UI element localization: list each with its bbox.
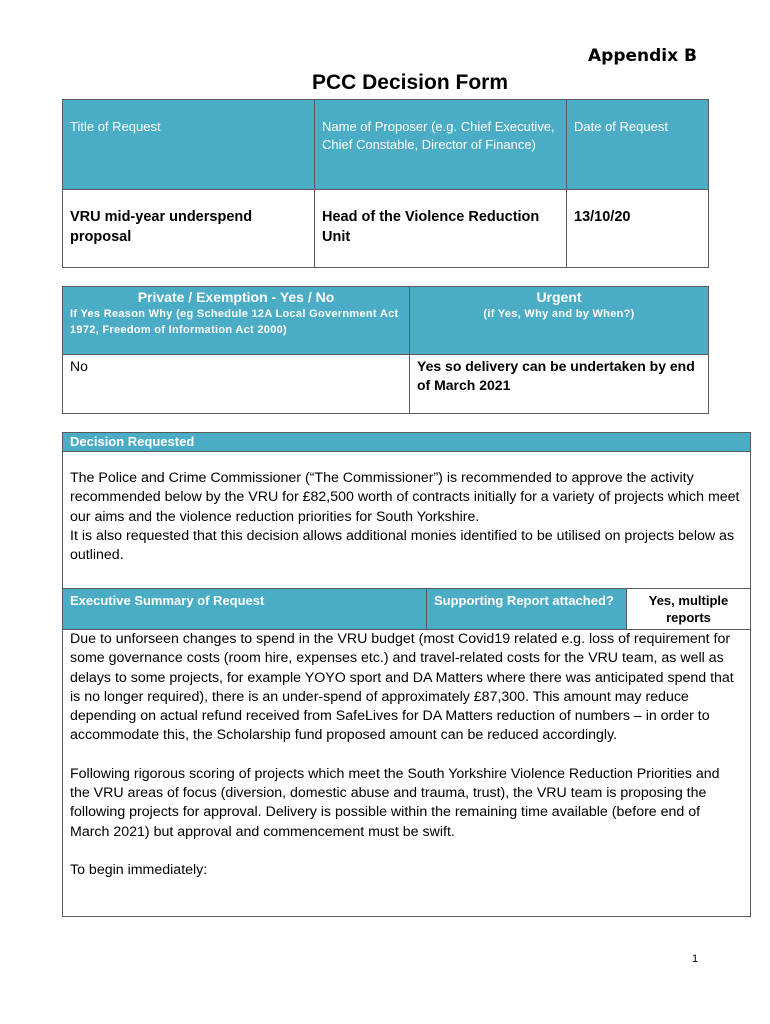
exemption-urgency-table bbox=[62, 286, 709, 414]
private-exemption-header: Private / Exemption - Yes / No bbox=[137, 289, 335, 305]
appendix-label: Appendix B bbox=[588, 46, 697, 66]
urgent-header: Urgent bbox=[536, 289, 582, 305]
summary-paragraph: To begin immediately: bbox=[70, 861, 208, 878]
private-exemption-header-cell bbox=[63, 287, 410, 355]
page-title: PCC Decision Form bbox=[311, 71, 509, 94]
supporting-report-label: Supporting Report attached? bbox=[427, 589, 627, 630]
supporting-report-value: Yes, multiple reports bbox=[627, 589, 751, 630]
urgent-header-cell bbox=[410, 287, 709, 355]
private-exemption-value: No bbox=[63, 355, 410, 414]
proposer-name-value: Head of the Violence Reduction Unit bbox=[315, 190, 567, 268]
urgent-subheader: (if Yes, Why and by When?) bbox=[483, 308, 635, 320]
proposer-name-header: Name of Proposer (e.g. Chief Executive, Chief Constable, Director of Finance) bbox=[315, 100, 567, 190]
private-exemption-subheader: If Yes Reason Why (eg Schedule 12A Local Government Act 1972, Freedom of Information Act 2000) bbox=[70, 308, 399, 336]
title-of-request-value: VRU mid-year underspend proposal bbox=[63, 190, 315, 268]
date-of-request-header: Date of Request bbox=[567, 100, 709, 190]
summary-paragraph: Following rigorous scoring of projects which meet the South Yorkshire Violence Reduction Priorities and the VRU areas of focus (diversion, domestic abuse and trauma, trust), the VRU team is proposing the following projects for approval. Delivery is possible within the remaining time available (before end of March 2021) but approval and commencement must be swift. bbox=[70, 765, 720, 840]
page-number: 1 bbox=[692, 953, 699, 965]
decision-summary-table bbox=[62, 432, 751, 917]
executive-summary-body bbox=[63, 630, 751, 917]
decision-requested-header: Decision Requested bbox=[63, 433, 751, 452]
date-of-request-value: 13/10/20 bbox=[567, 190, 709, 268]
executive-summary-header: Executive Summary of Request bbox=[63, 589, 427, 630]
request-details-table bbox=[62, 99, 709, 268]
title-of-request-header: Title of Request bbox=[63, 100, 315, 190]
decision-paragraph: It is also requested that this decision allows additional monies identified to be utilised on projects below as outlined. bbox=[70, 527, 735, 564]
decision-paragraph: The Police and Crime Commissioner (“The Commissioner”) is recommended to approve the activity recommended below by the VRU for £82,500 worth of contracts initially for a variety of projects which meet our aims and the violence reduction priorities for South Yorkshire. bbox=[70, 470, 740, 525]
summary-paragraph: Due to unforseen changes to spend in the VRU budget (most Covid19 related e.g. loss of requirement for some governance costs (room hire, expenses etc.) and travel-related costs for the VRU team, as well as delays to some projects, for example YOYO sport and DA Matters where there was anticipated spend that is no longer required), there is an under-spend of approximately £87,300. This amount may reduce depending on actual refund received from SafeLives for DA Matters reduction of numbers – in order to accommodate this, the Scholarship fund proposed amount can be reduced accordingly. bbox=[70, 631, 734, 744]
decision-requested-body bbox=[63, 452, 751, 589]
urgent-value: Yes so delivery can be undertaken by end of March 2021 bbox=[410, 355, 709, 414]
